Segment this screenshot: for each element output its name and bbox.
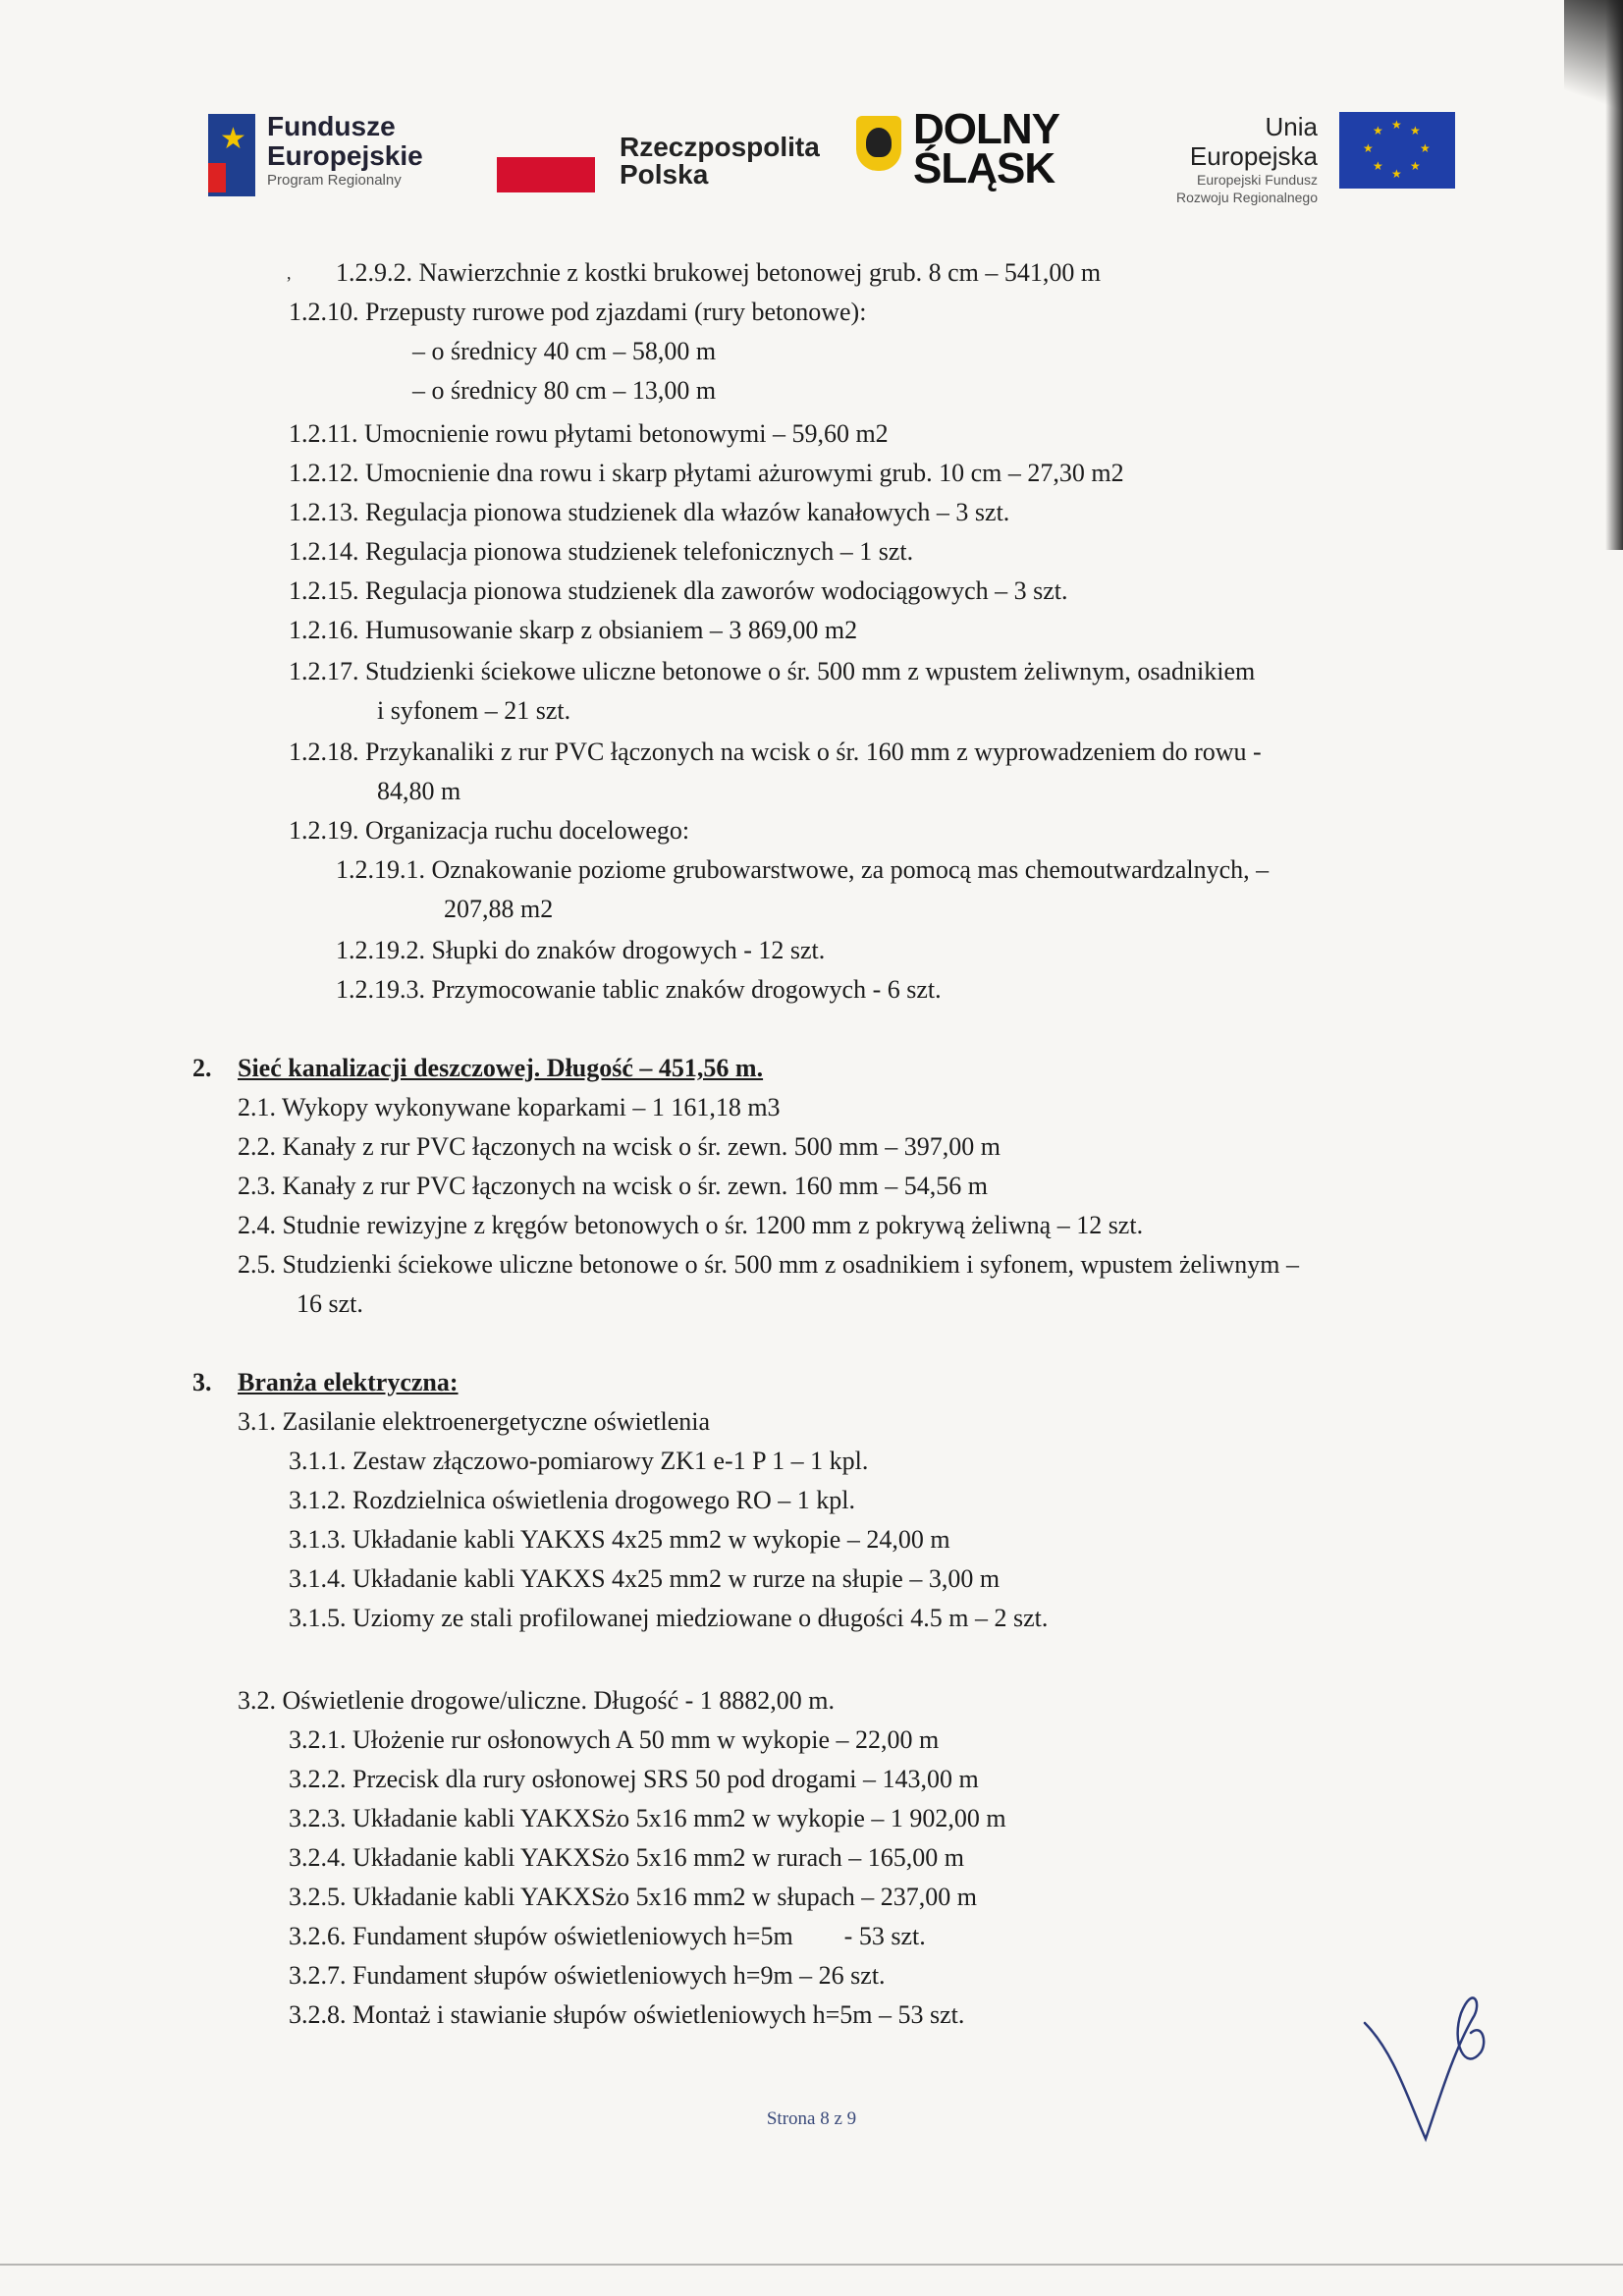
header-logos [0,98,1623,216]
line-1-2-12: 1.2.12. Umocnienie dna rowu i skarp płytami ażurowymi grub. 10 cm – 27,30 m2 [289,459,1124,487]
ue-line2: Europejski Fundusz [1197,172,1318,188]
fe-line3: Program Regionalny [267,172,402,189]
line-3-1-4: 3.1.4. Układanie kabli YAKXS 4x25 mm2 w rurze na słupie – 3,00 m [289,1564,1001,1593]
line-3-1-1: 3.1.1. Zestaw złączowo-pomiarowy ZK1 e-1 P 1 – 1 kpl. [289,1447,869,1475]
ue-line1: Unia Europejska [1189,112,1318,171]
rp-line2: Polska [620,159,709,190]
line-1-2-17-cont: i syfonem – 21 szt. [377,696,571,725]
line-2-4: 2.4. Studnie rewizyjne z kręgów betonowych o śr. 1200 mm z pokrywą żeliwną – 12 szt. [238,1211,1144,1239]
eagle-crest-icon [856,116,901,171]
line-3-2-8: 3.2.8. Montaż i stawianie słupów oświetleniowych h=5m – 53 szt. [289,2000,965,2029]
line-3-1-3: 3.1.3. Układanie kabli YAKXS 4x25 mm2 w wykopie – 24,00 m [289,1525,950,1554]
line-2-5-cont: 16 szt. [297,1289,363,1318]
line-1-2-19-3: 1.2.19.3. Przymocowanie tablic znaków drogowych - 6 szt. [336,975,942,1004]
line-3-2-3: 3.2.3. Układanie kabli YAKXSżo 5x16 mm2 w wykopie – 1 902,00 m [289,1804,1006,1832]
fe-emblem-icon: ★ [208,114,255,196]
line-1-2-11: 1.2.11. Umocnienie rowu płytami betonowymi – 59,60 m2 [289,419,889,448]
ds-line2: ŚLĄSK [913,144,1055,192]
line-1-2-18-cont: 84,80 m [377,777,461,805]
margin-mark: , [287,263,292,283]
polish-flag-icon [497,157,595,192]
line-1-2-15: 1.2.15. Regulacja pionowa studzienek dla zaworów wodociągowych – 3 szt. [289,576,1068,605]
line-3-2-1: 3.2.1. Ułożenie rur osłonowych A 50 mm w wykopie – 22,00 m [289,1725,940,1754]
line-2-3: 2.3. Kanały z rur PVC łączonych na wcisk o śr. zewn. 160 mm – 54,56 m [238,1172,988,1200]
line-1-2-16: 1.2.16. Humusowanie skarp z obsianiem – 3 869,00 m2 [289,616,858,644]
line-1-2-13: 1.2.13. Regulacja pionowa studzienek dla włazów kanałowych – 3 szt. [289,498,1010,526]
line-3-2-6: 3.2.6. Fundament słupów oświetleniowych h=5m - 53 szt. [289,1922,926,1950]
line-1-2-19-1: 1.2.19.1. Oznakowanie poziome grubowarstwowe, za pomocą mas chemoutwardzalnych, – [336,855,1270,884]
ue-line3: Rozwoju Regionalnego [1176,190,1318,205]
line-3-2-5: 3.2.5. Układanie kabli YAKXSżo 5x16 mm2 w słupach – 237,00 m [289,1883,977,1911]
eu-flag-icon: ★ ★ ★ ★ ★ ★ ★ ★ [1339,112,1455,189]
line-2-5: 2.5. Studzienki ściekowe uliczne betonowe o śr. 500 mm z osadnikiem i syfonem, wpustem żeliwnym – [238,1250,1299,1279]
line-1-2-17: 1.2.17. Studzienki ściekowe uliczne betonowe o śr. 500 mm z wpustem żeliwnym, osadnikiem [289,657,1256,685]
logo-fundusze-europejskie [208,110,542,198]
line-1-2-9-2: 1.2.9.2. Nawierzchnie z kostki brukowej betonowej grub. 8 cm – 541,00 m [336,258,1102,287]
section-3-title: Branża elektryczna: [238,1368,459,1396]
ds-line1: DOLNY [913,105,1059,153]
line-diameter-80: – o średnicy 80 cm – 13,00 m [412,376,717,405]
line-2-1: 2.1. Wykopy wykonywane koparkami – 1 161,18 m3 [238,1093,781,1121]
line-3-2-2: 3.2.2. Przecisk dla rury osłonowej SRS 50 pod drogami – 143,00 m [289,1765,979,1793]
logo-dolny-slask [856,105,1082,206]
line-diameter-40: – o średnicy 40 cm – 58,00 m [412,337,717,365]
line-2-2: 2.2. Kanały z rur PVC łączonych na wcisk o śr. zewn. 500 mm – 397,00 m [238,1132,1001,1161]
fe-line1: Fundusze [267,111,396,141]
line-3-1: 3.1. Zasilanie elektroenergetyczne oświetlenia [238,1407,711,1436]
rp-line1: Rzeczpospolita [620,132,820,162]
line-1-2-19: 1.2.19. Organizacja ruchu docelowego: [289,816,690,845]
logo-rzeczpospolita-polska [497,116,820,204]
line-1-2-10: 1.2.10. Przepusty rurowe pod zjazdami (rury betonowe): [289,298,867,326]
line-3-1-2: 3.1.2. Rozdzielnica oświetlenia drogowego RO – 1 kpl. [289,1486,855,1514]
line-1-2-18: 1.2.18. Przykanaliki z rur PVC łączonych na wcisk o śr. 160 mm z wyprowadzeniem do rowu - [289,738,1262,766]
fe-line2: Europejskie [267,140,423,171]
line-3-2-7: 3.2.7. Fundament słupów oświetleniowych h=9m – 26 szt. [289,1961,886,1990]
section-3-number: 3. [192,1368,212,1396]
bottom-divider [0,2264,1623,2266]
section-2-title: Sieć kanalizacji deszczowej. Długość – 451,56 m. [238,1054,764,1082]
line-1-2-19-1-cont: 207,88 m2 [444,895,554,923]
line-3-2-4: 3.2.4. Układanie kabli YAKXSżo 5x16 mm2 w rurach – 165,00 m [289,1843,964,1872]
line-1-2-14: 1.2.14. Regulacja pionowa studzienek telefonicznych – 1 szt. [289,537,914,566]
line-3-1-5: 3.1.5. Uziomy ze stali profilowanej miedziowane o długości 4.5 m – 2 szt. [289,1604,1049,1632]
logo-unia-europejska [1131,112,1455,205]
line-3-2: 3.2. Oświetlenie drogowe/uliczne. Długość - 1 8882,00 m. [238,1686,835,1715]
page-footer: Strona 8 z 9 [766,2108,857,2129]
line-1-2-19-2: 1.2.19.2. Słupki do znaków drogowych - 12 szt. [336,936,826,964]
section-2-number: 2. [192,1054,212,1082]
